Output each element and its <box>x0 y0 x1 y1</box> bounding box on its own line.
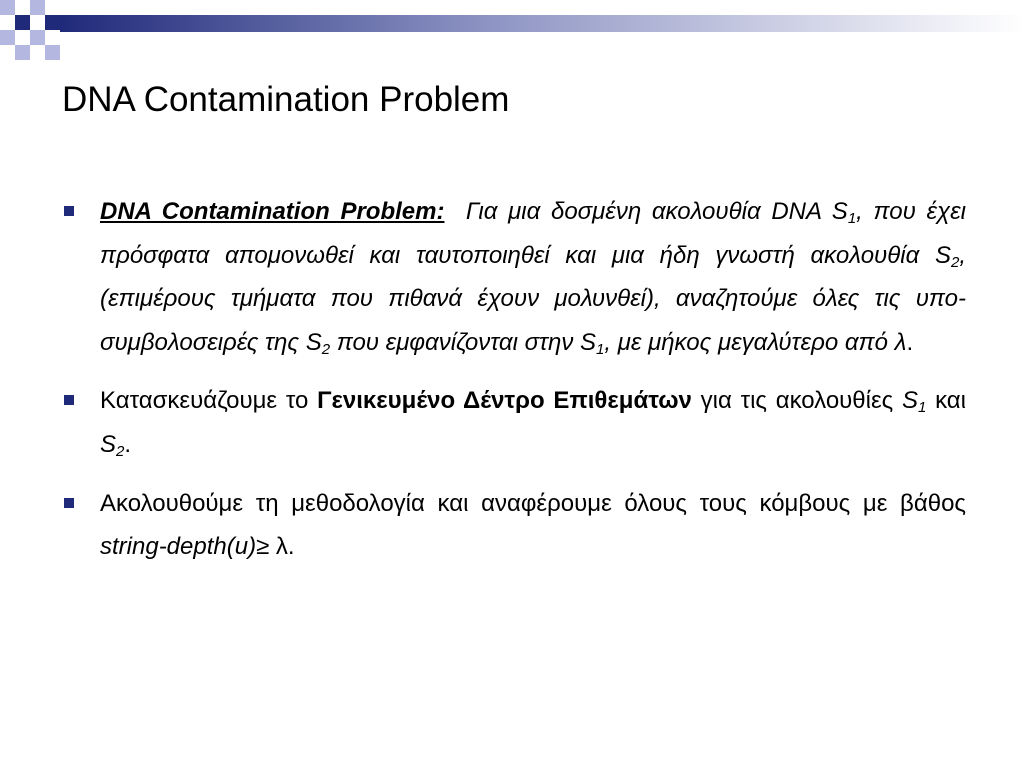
bullet-text: DNA Contamination Problem: Για μια δοσμένη ακολουθία DNA $S_1$, που έχει πρόσφατα απομονωθεί και ταυτοποιηθεί και μια ήδη γνωστή ακολουθία $S_2$, (επιμέρους τμήματα που πιθανά έχουν μολυνθεί), αναζητούμε όλες τις υπο-συμβολοσειρές της $S_2$ που εμφανίζονται στην $S_1$, με μήκος μεγαλύτερο από λ. <box>100 198 967 358</box>
deco-square <box>30 0 45 15</box>
greater-equal-symbol: ≥ <box>256 533 270 561</box>
deco-square <box>0 30 15 45</box>
header-gradient-bar <box>60 15 1024 32</box>
header-decoration <box>0 0 1024 70</box>
deco-square <box>45 15 60 30</box>
slide-title: DNA Contamination Problem <box>62 80 510 119</box>
deco-square <box>30 30 45 45</box>
slide-content <box>62 190 966 569</box>
bullet-item-build-tree <box>62 379 966 466</box>
square-bullet-icon <box>64 395 74 405</box>
deco-square <box>0 0 15 15</box>
bullet-item-contamination-definition <box>62 190 966 364</box>
bullet-text: Κατασκευάζουμε το Γενικευμένο Δέντρο Επιθεμάτων για τις ακολουθίες $S_1$ και $S_2$. <box>100 387 966 460</box>
deco-square <box>45 45 60 60</box>
deco-square <box>15 15 30 30</box>
square-bullet-icon <box>64 498 74 508</box>
deco-square <box>15 45 30 60</box>
bullet-item-methodology <box>62 482 966 569</box>
bullet-text: Ακολουθούμε τη μεθοδολογία και αναφέρουμε όλους τους κόμβους με βάθος string-depth(u)≥ λ. <box>100 489 966 561</box>
square-bullet-icon <box>64 206 74 216</box>
string-depth-term: string-depth(u) <box>100 533 257 561</box>
problem-term: DNA Contamination Problem: <box>100 198 445 225</box>
generalized-suffix-tree-term: Γενικευμένο Δέντρο Επιθεμάτων <box>317 387 692 415</box>
